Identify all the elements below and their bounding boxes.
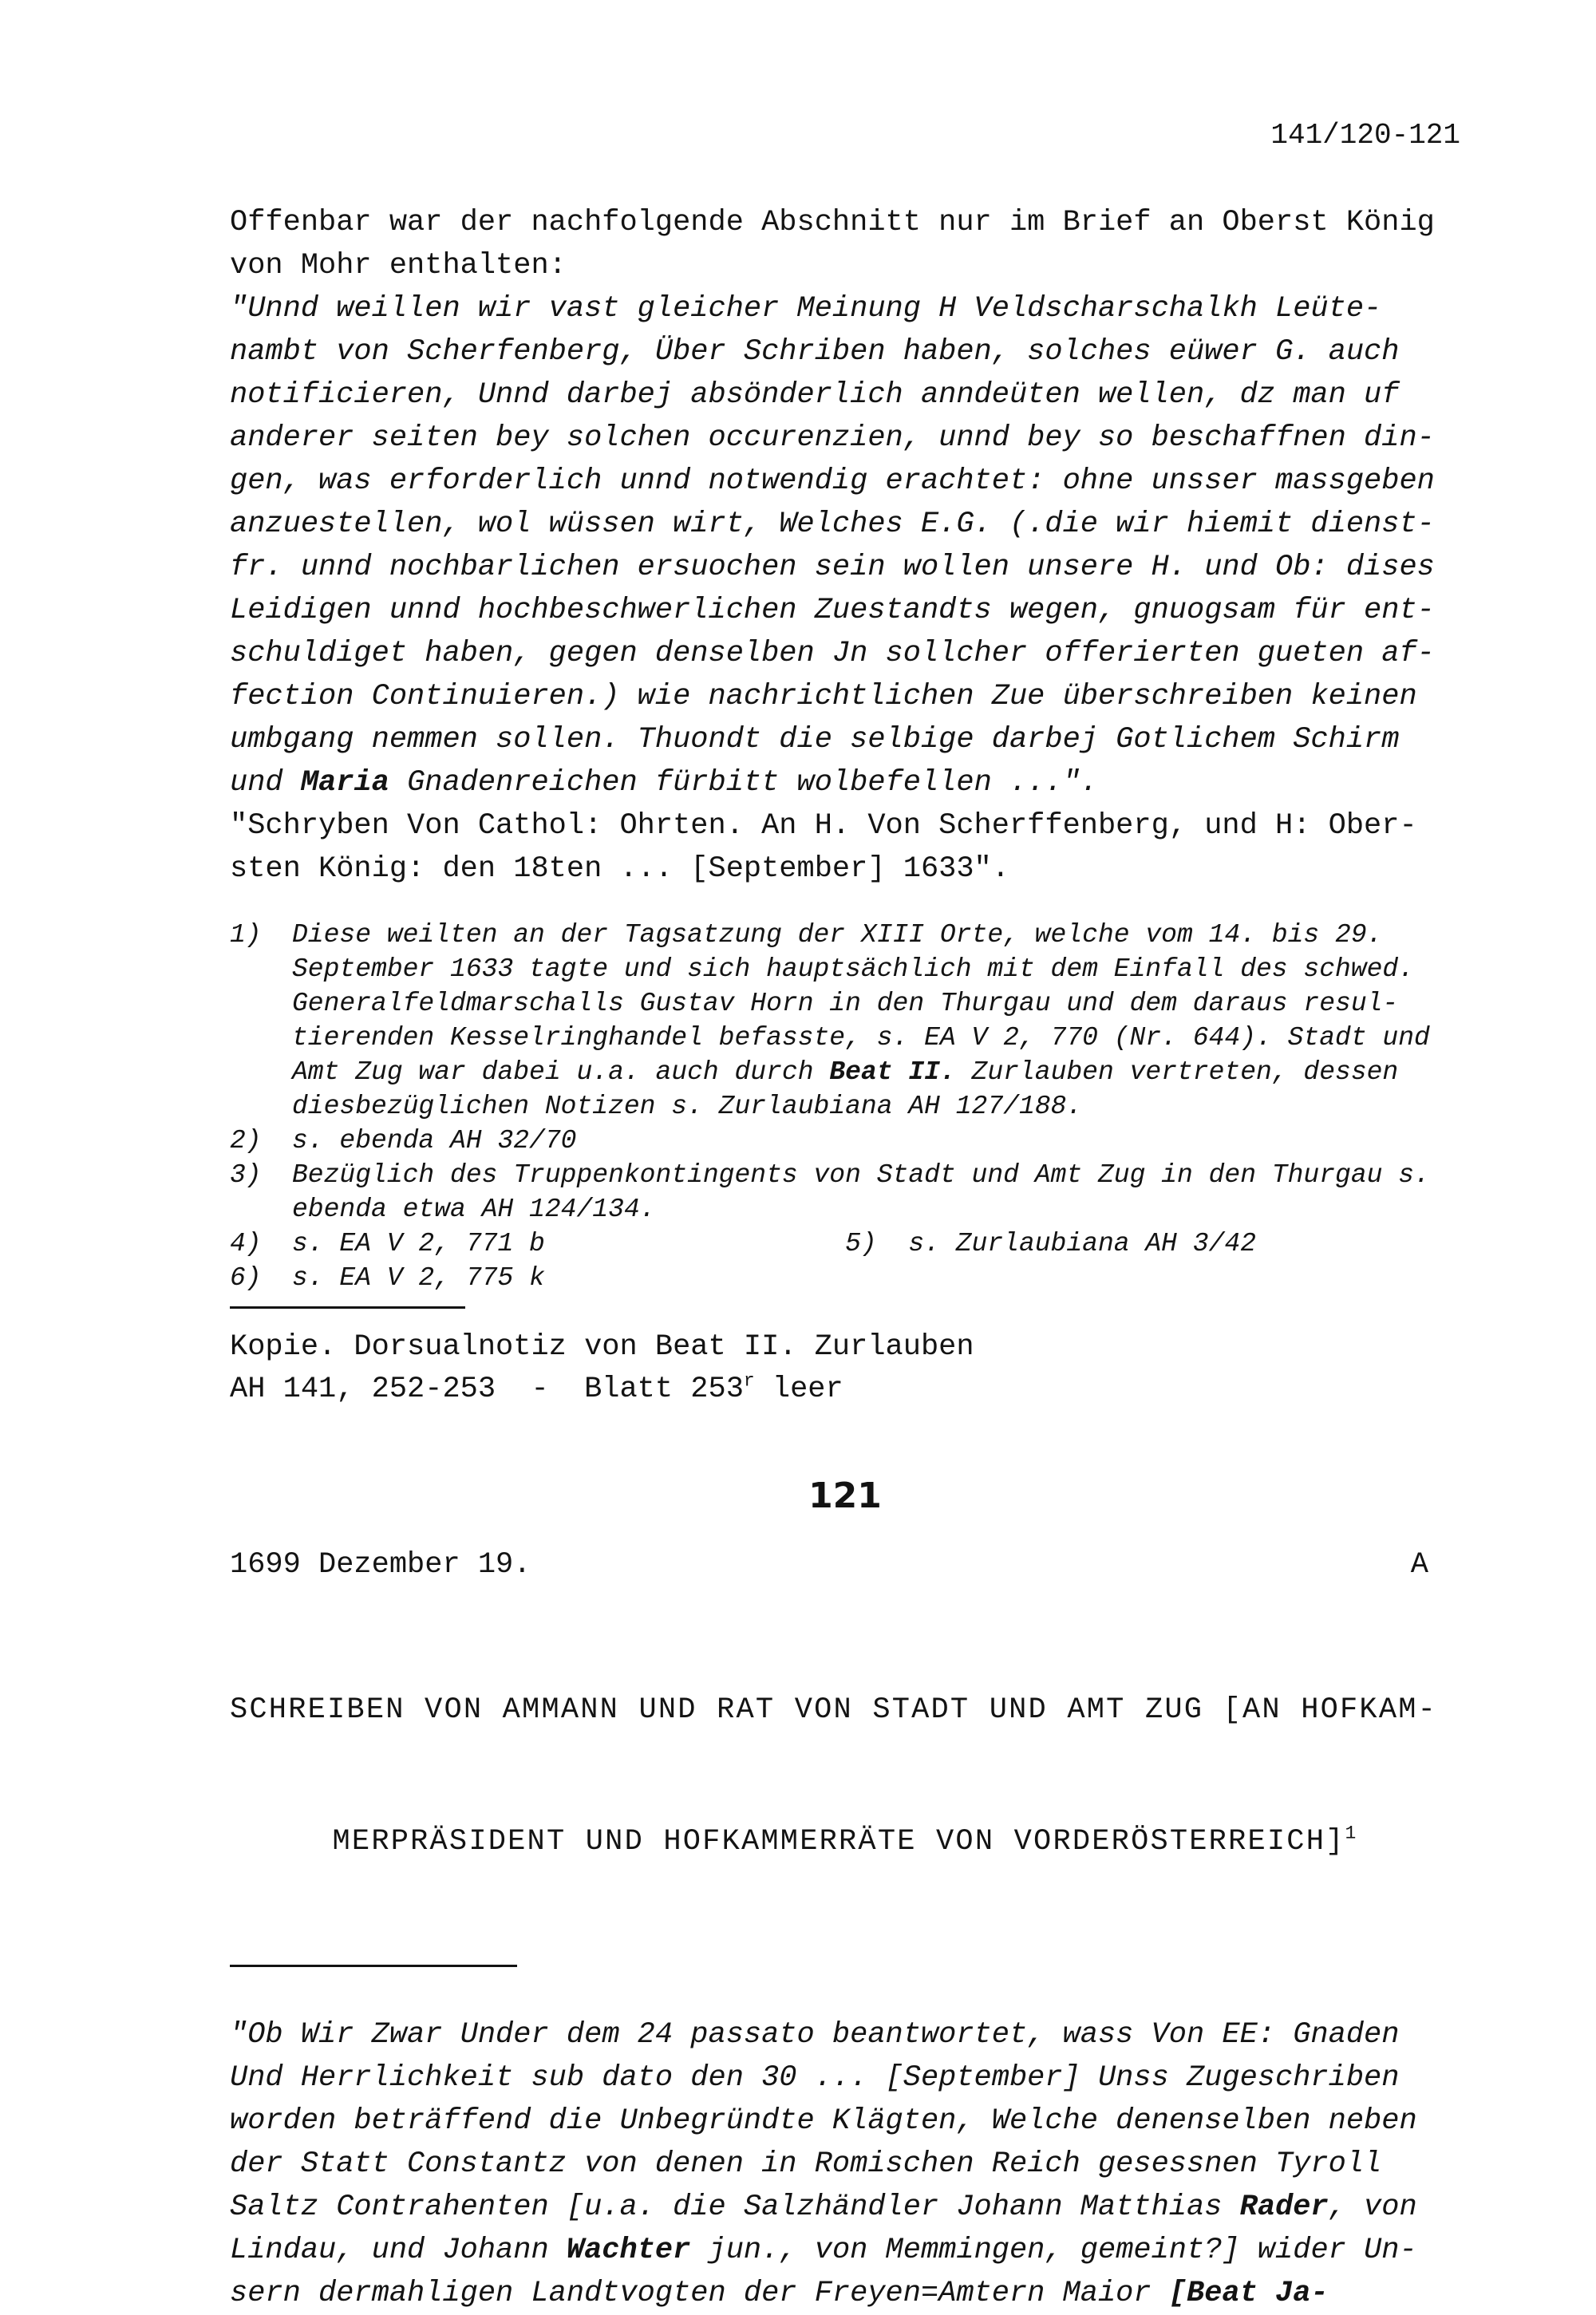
text-line: Leidigen unnd hochbeschwerlichen Zuestandts wegen, gnuogsam für ent- — [230, 594, 1435, 627]
entry-title-line-2: MERPRÄSIDENT UND HOFKAMMERRÄTE VON VORDERÖSTERREICH]$^1$ — [332, 1823, 1358, 1859]
text-line: gen, was erforderlich unnd notwendig erachtet: ohne unsser massgeben — [230, 464, 1435, 498]
text-line: ebenda etwa AH 124/134. — [292, 1195, 656, 1224]
footnote-text — [292, 1227, 1460, 1261]
text-line: worden beträffend die Unbegründte Klägten, Welche denenselben neben — [230, 2104, 1417, 2138]
text-line: Kopie. Dorsualnotiz von Beat II. Zurlauben — [230, 1330, 974, 1364]
footnote — [230, 918, 1460, 1124]
text-line: Amt Zug war dabei u.a. auch durch Beat II. Zurlauben vertreten, dessen — [292, 1057, 1399, 1087]
text-line: fection Continuieren.) wie nachrichtlichen Zue überschreiben keinen — [230, 680, 1417, 713]
text-line: sten König: den 18ten ... [September] 1633". — [230, 852, 1009, 886]
footnote — [230, 1227, 1460, 1261]
entry-title — [230, 1601, 1460, 1952]
text-line: schuldiget haben, gegen denselben Jn sollcher offerierten gueten af- — [230, 637, 1435, 670]
footnote — [230, 1158, 1460, 1227]
text-line: nambt von Scherfenberg, Über Schriben haben, solches eüwer G. auch — [230, 335, 1400, 369]
text-line: s. EA V 2, 775 k — [292, 1263, 545, 1293]
text-line: Diese weilten an der Tagsatzung der XIII Orte, welche vom 14. bis 29. — [292, 920, 1383, 950]
text-line: "Unnd weillen wir vast gleicher Meinung H Veldscharschalkh Leüte- — [230, 292, 1382, 326]
footnote — [230, 1261, 1460, 1295]
text-line: fr. unnd nochbarlichen ersuochen sein wollen unsere H. und Ob: dises — [230, 551, 1435, 584]
text-line: notificieren, Unnd darbej absönderlich anndeüten wellen, dz man uf — [230, 378, 1400, 412]
footnote-text — [292, 1158, 1460, 1227]
text-line: und Maria Gnadenreichen fürbitt wolbefellen ...". — [230, 766, 1099, 800]
text-line: September 1633 tagte und sich hauptsächlich mit dem Einfall des schwed. — [292, 954, 1415, 984]
footnote — [230, 1124, 1460, 1158]
text-line: Saltz Contrahenten [u.a. die Salzhändler Johann Matthias Rader, von — [230, 2191, 1417, 2224]
archive-siglum: A — [1410, 1548, 1428, 1582]
footnote-number: 3) — [230, 1160, 262, 1190]
text-line: s. EA V 2, 771 b 5) s. Zurlaubiana AH 3/42 — [292, 1229, 1256, 1258]
divider-rule — [230, 1965, 517, 1967]
quote-paragraph — [230, 287, 1460, 804]
closing-paragraph — [230, 804, 1460, 891]
text-line: "Ob Wir Zwar Under dem 24 passato beantwortet, wass Von EE: Gnaden — [230, 2018, 1400, 2052]
footnote-text — [292, 918, 1460, 1124]
text-line: Lindau, und Johann Wachter jun., von Memmingen, gemeint?] wider Un- — [230, 2234, 1417, 2267]
text-line: umbgang nemmen sollen. Thuondt die selbige darbej Gotlichem Schirm — [230, 723, 1400, 757]
divider-rule — [230, 1306, 465, 1309]
quote-paragraph-2 — [230, 2013, 1460, 2315]
text-line: "Schryben Von Cathol: Ohrten. An H. Von Scherffenberg, und H: Ober- — [230, 809, 1417, 843]
footnote-number: 1) — [230, 920, 262, 950]
text-line: von Mohr enthalten: — [230, 249, 567, 282]
date-line — [230, 1547, 1460, 1583]
text-line: s. ebenda AH 32/70 — [292, 1126, 577, 1156]
footnote-number: 6) — [230, 1263, 262, 1293]
text-line: AH 141, 252-253 - Blatt 253$^r$ leer — [230, 1370, 843, 1406]
source-note — [230, 1326, 1460, 1411]
page-header-folio: 141/120-121 — [1270, 119, 1460, 152]
entry-120-body — [230, 201, 1460, 891]
text-line: anzuestellen, wol wüssen wirt, Welches E.G. (.die wir hiemit dienst- — [230, 508, 1435, 541]
intro-paragraph — [230, 201, 1460, 287]
entry-title-line-1: SCHREIBEN VON AMMANN UND RAT VON STADT UND AMT ZUG [AN HOFKAM- — [230, 1693, 1438, 1727]
text-line: anderer seiten bey solchen occurenzien, unnd bey so beschaffnen din- — [230, 421, 1435, 455]
text-line: Bezüglich des Truppenkontingents von Stadt und Amt Zug in den Thurgau s. — [292, 1160, 1430, 1190]
footnote-text — [292, 1261, 1460, 1295]
text-line: Und Herrlichkeit sub dato den 30 ... [September] Unss Zugeschriben — [230, 2061, 1400, 2095]
text-line: Generalfeldmarschalls Gustav Horn in den Thurgau und dem daraus resul- — [292, 989, 1399, 1018]
entry-number-heading: 121 — [808, 1476, 882, 1516]
text-line: Offenbar war der nachfolgende Abschnitt nur im Brief an Oberst König — [230, 206, 1435, 239]
footnote-text — [292, 1124, 1460, 1158]
footnotes — [230, 918, 1460, 1295]
footnote-number: 2) — [230, 1126, 262, 1156]
text-line: der Statt Constantz von denen in Romischen Reich gesessnen Tyroll — [230, 2147, 1382, 2181]
footnote-number: 4) — [230, 1229, 262, 1258]
text-line: sern dermahligen Landtvogten der Freyen=Amtern Maior [Beat Ja- — [230, 2277, 1329, 2310]
entry-date: 1699 Dezember 19. — [230, 1548, 531, 1582]
text-line: tierenden Kesselringhandel befasste, s. EA V 2, 770 (Nr. 644). Stadt und — [292, 1023, 1430, 1053]
text-line: diesbezüglichen Notizen s. Zurlaubiana AH 127/188. — [292, 1092, 1083, 1121]
